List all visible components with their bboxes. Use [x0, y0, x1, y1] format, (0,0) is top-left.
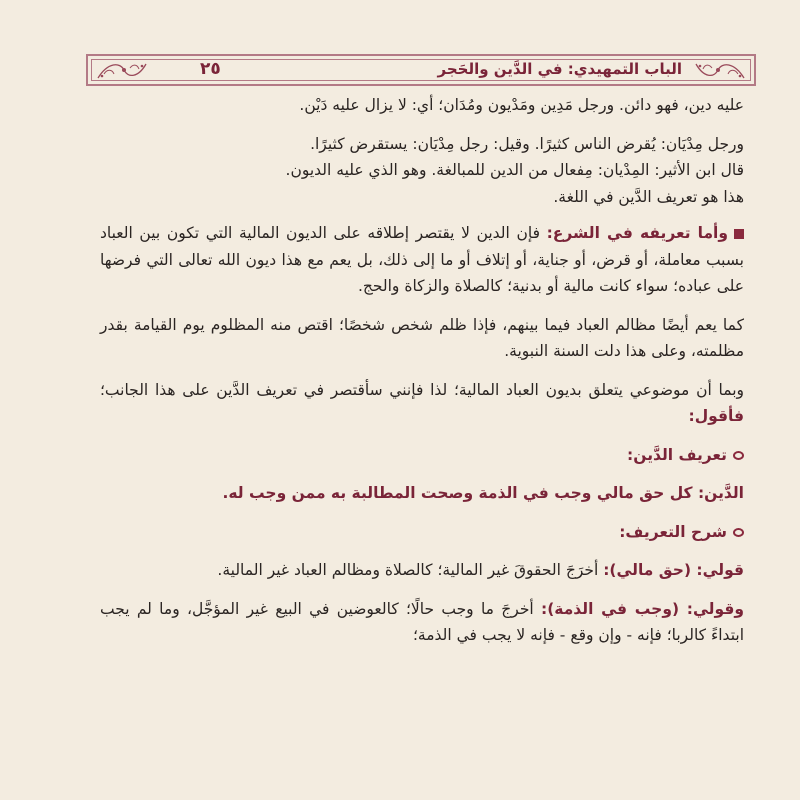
paragraph — [100, 377, 744, 430]
section-heading — [100, 519, 744, 546]
circle-bullet-icon — [733, 451, 744, 460]
definition — [100, 480, 744, 507]
definition-text: كل حق مالي وجب في الذمة وصحت المطالبة به ممن وجب له. — [222, 484, 698, 502]
quote-lead: قولي: (حق مالي): — [603, 561, 744, 579]
quote-lead: وقولي: (وجب في الذمة): — [541, 599, 744, 618]
floral-ornament-icon — [692, 58, 748, 82]
section-lead: وأما تعريفه في الشرع: — [546, 224, 728, 242]
section-heading — [100, 442, 744, 469]
paragraph — [100, 220, 744, 300]
floral-ornament-icon — [94, 58, 150, 82]
paragraph — [100, 557, 744, 584]
paragraph: كما يعم أيضًا مظالم العباد فيما بينهم، فإذا ظلم شخص شخصًا؛ اقتص منه المظلوم يوم القيامة بقدر مظلمته، وعلى هذا دلت السنة النبوية. — [100, 315, 744, 360]
page-body — [100, 92, 744, 657]
circle-bullet-icon — [733, 528, 744, 537]
paragraph — [100, 131, 744, 211]
definition-term: الدَّين: — [697, 484, 744, 502]
running-header — [86, 54, 756, 86]
heading-text: شرح التعريف: — [619, 522, 727, 541]
paragraph-text: فإن الدين لا يقتصر إطلاقه على الديون المالية التي تكون بين العباد بسبب معاملة، أو قرض، أو جناية، أو إتلاف أو ما إلى ذلك، بل يعم مع هذا ديون الله تعالى التي فرضها على عباده؛ سواء كانت مالية أو بدنية؛ كالصلاة والزكاة والحج. — [100, 224, 744, 295]
text-line: ورجل مِدْيَان: يُقرض الناس كثيرًا. وقيل: رجل مِدْيَان: يستقرض كثيرًا. — [310, 134, 744, 153]
paragraph-text: أخرَجَ الحقوقَ غير المالية؛ كالصلاة ومظالم العباد غير المالية. — [217, 561, 604, 579]
heading-text: تعريف الدَّين: — [627, 445, 727, 464]
text-line: هذا هو تعريف الدَّين في اللغة. — [553, 187, 744, 206]
text-line: قال ابن الأثير: المِدْيان: مِفعال من الدين للمبالغة. وهو الذي عليه الديون. — [285, 161, 744, 179]
paragraph — [100, 596, 744, 649]
chapter-title: الباب التمهيدي: في الدَّين والحَجر — [437, 60, 682, 78]
paragraph-text: وبما أن موضوعي يتعلق بديون العباد المالية؛ لذا فإنني سأقتصر في تعريف الدَّين على هذا الجانب؛ — [100, 380, 744, 399]
paragraph-text: أخرجَ ما وجب حالًا؛ كالعوضين في البيع غير المؤجَّل، وما لم يجب ابتداءً كالربا؛ فإنه - وإن وقع - فإنه لا يجب في الذمة؛ — [100, 599, 744, 644]
page-number: ٢٥ — [200, 59, 221, 79]
paragraph-lead: فأقول: — [688, 407, 744, 425]
square-bullet-icon — [734, 229, 744, 239]
paragraph: عليه دين، فهو دائن. ورجل مَدِين ومَدْيون ومُدَان؛ أي: لا يزال عليه دَيْن. — [299, 96, 744, 114]
